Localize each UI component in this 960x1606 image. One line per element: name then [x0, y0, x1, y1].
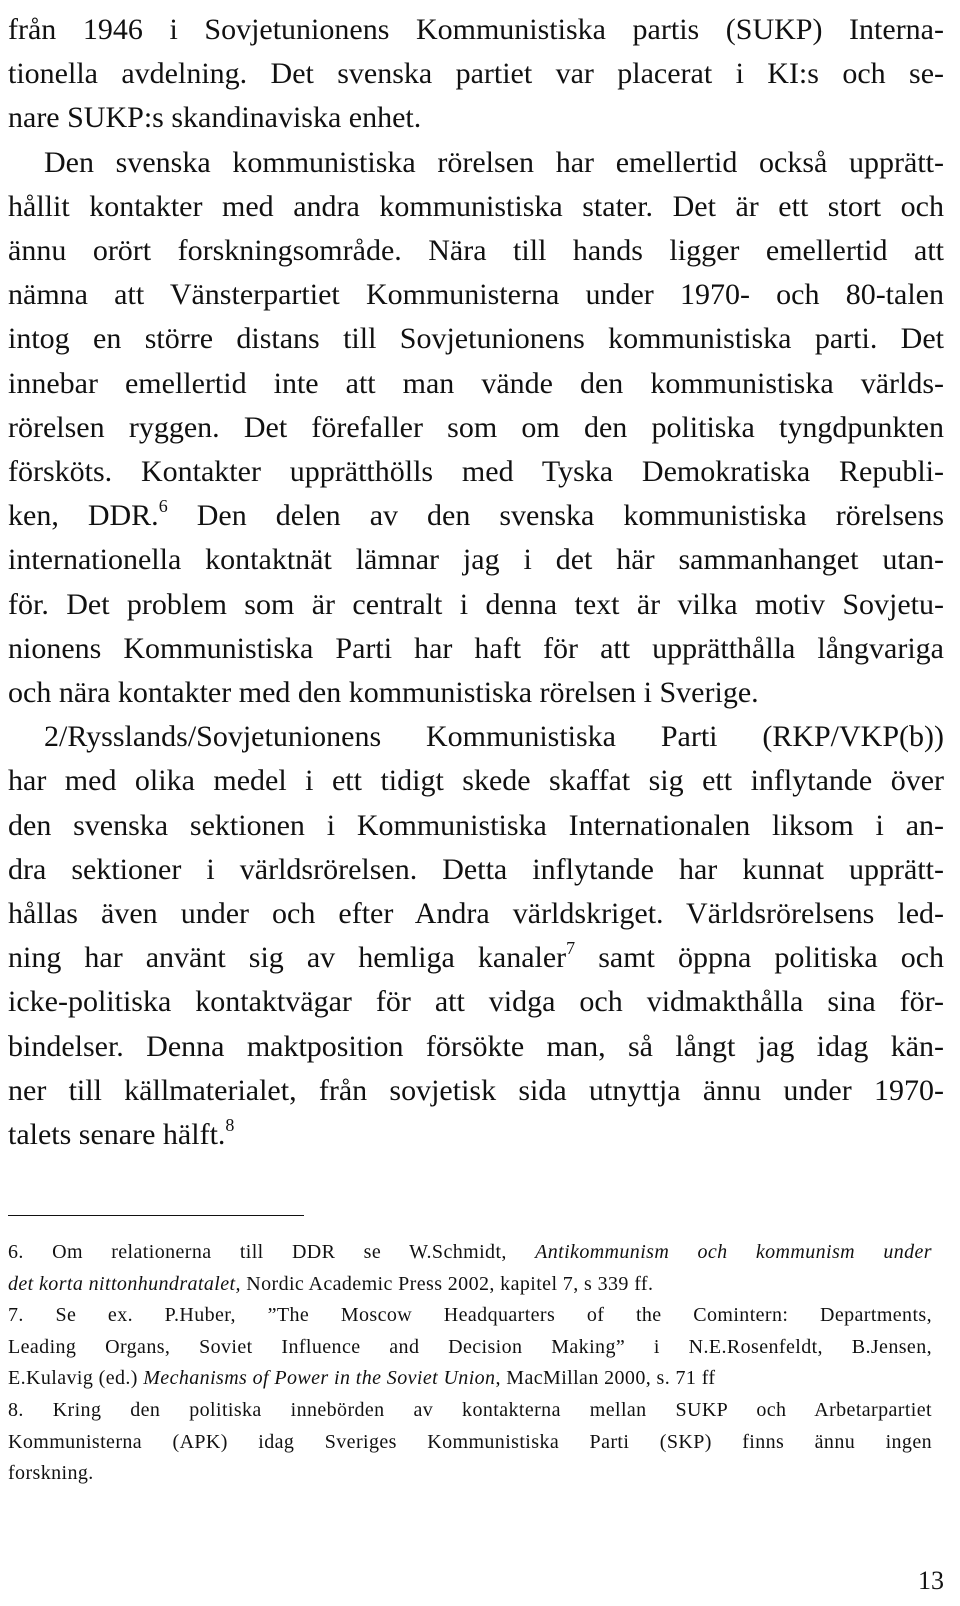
text-line: internationella kontaktnät lämnar jag i det här sammanhanget utan-: [8, 543, 944, 577]
footnote-7-line-1: 7. Se ex. P.Huber, ”The Moscow Headquarters of the Comintern: Departments,: [8, 1304, 932, 1327]
text-line: hållas även under och efter Andra världskriget. Världsrörelsens led-: [8, 897, 944, 931]
footnote-divider: [8, 1215, 304, 1216]
text-line: hållit kontakter med andra kommunistiska stater. Det är ett stort och: [8, 189, 944, 223]
text-line: den svenska sektionen i Kommunistiska Internationalen liksom i an-: [8, 808, 944, 842]
footnotes: [8, 1237, 932, 1490]
text-line: från 1946 i Sovjetunionens Kommunistiska partis (SUKP) Interna-: [8, 13, 944, 46]
text-line: och nära kontakter med den kommunistiska rörelsen i Sverige.: [8, 676, 759, 710]
footnote-ref-6[interactable]: 6: [158, 496, 168, 517]
text-line: nare SUKP:s skandinaviska enhet.: [8, 101, 422, 135]
text-line: Den svenska kommunistiska rörelsen har emellertid också upprätt-: [44, 145, 944, 179]
text-line: 2/Rysslands/Sovjetunionens Kommunistiska Parti (RKP/VKP(b)): [44, 720, 944, 754]
text-line: för. Det problem som är centralt i denna text är vilka motiv Sovjetu-: [8, 587, 944, 621]
text-fragment: talets senare hälft.: [8, 1118, 226, 1152]
footnote-title: det korta nittonhundratalet,: [8, 1272, 241, 1295]
page-number: 13: [918, 1566, 944, 1595]
footnote-text: E.Kulavig (ed.): [8, 1367, 144, 1390]
text-line: icke-politiska kontaktvägar för att vidga och vidmakthålla sina för-: [8, 985, 944, 1019]
footnote-8-line-2: Kommunisterna (APK) idag Sveriges Kommunistiska Parti (SKP) finns ännu ingen: [8, 1430, 932, 1453]
main-text: [8, 8, 944, 1157]
text-line: nionens Kommunistiska Parti har haft för att upprätthålla långvariga: [8, 631, 944, 665]
footnote-6-line-2: [8, 1269, 932, 1301]
text-line-with-footnote-8: [8, 1113, 944, 1157]
text-line: bindelser. Denna maktposition försökte man, så långt jag idag kän-: [8, 1029, 944, 1063]
footnote-6-line-1: [8, 1237, 932, 1269]
text-line: ännu orört forskningsområde. Nära till hands ligger emellertid att: [8, 234, 944, 268]
text-line: ner till källmaterialet, från sovjetisk sida utnyttja ännu under 1970-: [8, 1073, 944, 1107]
footnote-text: Nordic Academic Press 2002, kapitel 7, s 339 ff.: [240, 1272, 654, 1295]
text-fragment: ken, DDR.: [8, 499, 159, 533]
text-line: har med olika medel i ett tidigt skede skaffat sig ett inflytande över: [8, 764, 944, 798]
text-line: dra sektioner i världsrörelsen. Detta inflytande har kunnat upprätt-: [8, 852, 944, 886]
text-fragment: ning har använt sig av hemliga kanaler: [8, 941, 567, 975]
text-line: rörelsen ryggen. Det förefaller som om den politiska tyngdpunkten: [8, 410, 944, 444]
text-line-with-footnote-7: [8, 936, 944, 980]
text-line: tionella avdelning. Det svenska partiet var placerat i KI:s och se-: [8, 57, 944, 91]
footnote-ref-8[interactable]: 8: [225, 1115, 235, 1136]
footnote-7-line-2: Leading Organs, Soviet Influence and Decision Making” i N.E.Rosenfeldt, B.Jensen,: [8, 1335, 932, 1358]
footnote-ref-7[interactable]: 7: [566, 938, 576, 959]
text-line: innebar emellertid inte att man vände den kommunistiska världs-: [8, 366, 944, 400]
footnote-text: , MacMillan 2000, s. 71 ff: [495, 1367, 716, 1390]
footnote-text: 6. Om relationerna till DDR se W.Schmidt,: [8, 1241, 536, 1263]
footnote-title: Mechanisms of Power in the Soviet Union: [143, 1367, 496, 1390]
footnote-title: Antikommunism och kommunism under: [535, 1241, 932, 1263]
footnote-7-line-3: [8, 1363, 932, 1395]
footnote-8-line-1: 8. Kring den politiska innebörden av kontakterna mellan SUKP och Arbetarpartiet: [8, 1398, 932, 1421]
text-line: försköts. Kontakter upprätthölls med Tyska Demokratiska Republi-: [8, 455, 944, 489]
text-fragment: samt öppna politiska och: [598, 941, 945, 975]
text-line: intog en större distans till Sovjetunionens kommunistiska parti. Det: [8, 322, 944, 356]
text-line-with-footnote-6: [8, 494, 944, 538]
text-line: nämna att Vänsterpartiet Kommunisterna under 1970- och 80-talen: [8, 278, 944, 312]
footnote-8-line-3: forskning.: [8, 1462, 94, 1485]
text-fragment: Den delen av den svenska kommunistiska rörelsens: [196, 499, 945, 533]
